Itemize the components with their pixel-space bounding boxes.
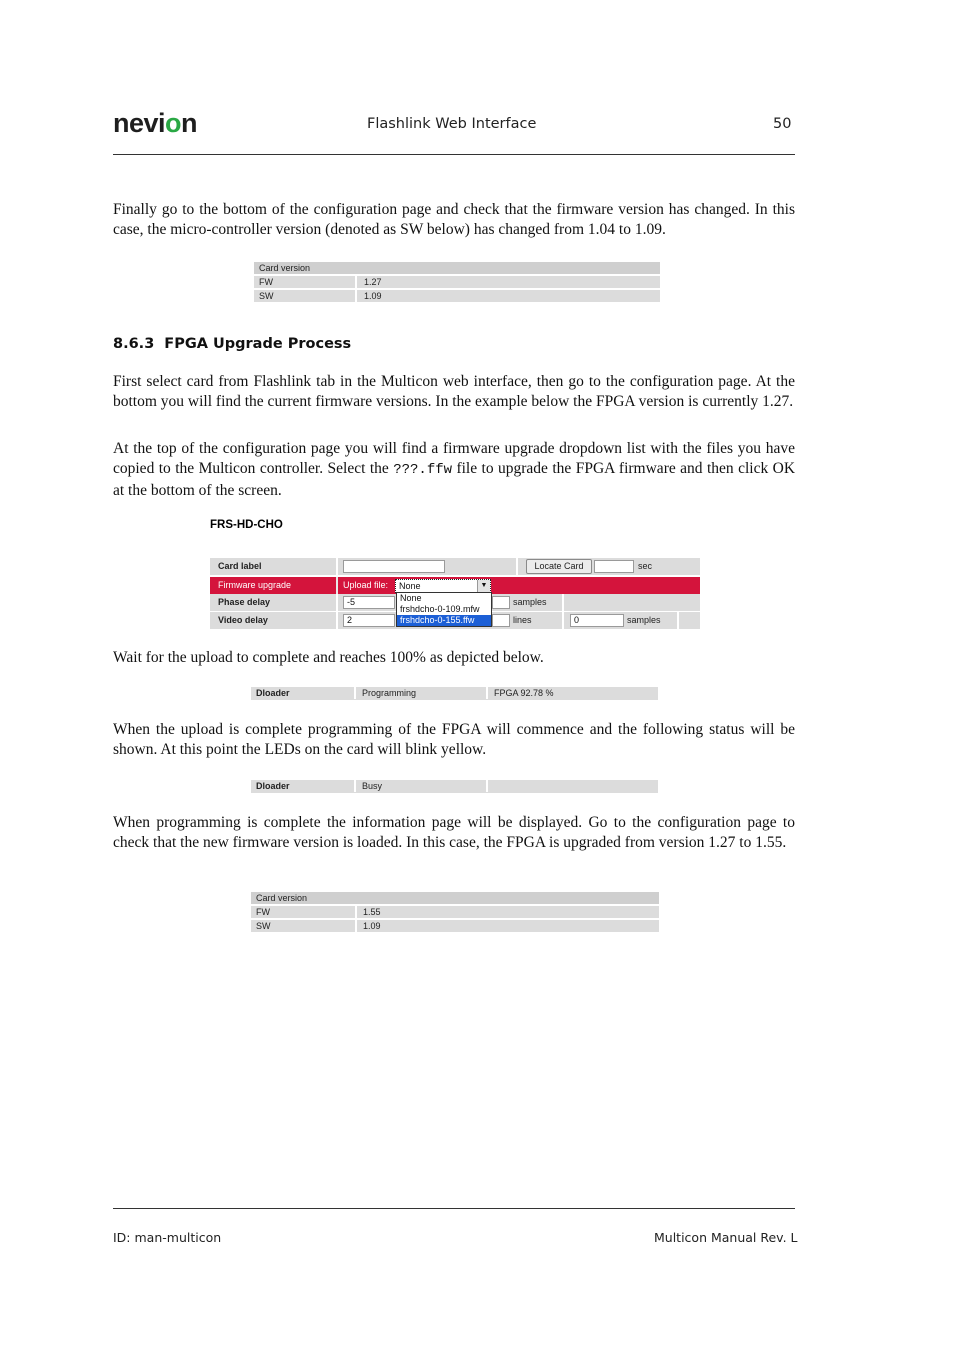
table-header-row — [251, 892, 659, 904]
firmware-upgrade-label: Firmware upgrade — [218, 580, 292, 590]
phase-delay-unit: samples — [513, 597, 547, 607]
phase-delay-input-tail[interactable] — [492, 596, 510, 609]
status-col-progress — [489, 780, 494, 792]
table-row — [254, 276, 660, 288]
dropdown-option-ffw[interactable]: frshdcho-0-155.ffw — [397, 615, 491, 626]
paragraph-programming-commence: When the upload is complete programming of the FPGA will commence and the following status will be shown. At this point the LEDs on the card will blink yellow. — [113, 721, 795, 759]
chevron-down-icon[interactable]: ▼ — [477, 580, 490, 592]
nevion-logo: nevion — [113, 108, 198, 138]
card-title: FRS-HD-CHO — [210, 519, 283, 531]
document-revision: Multicon Manual Rev. L — [654, 1230, 798, 1245]
locate-seconds-input[interactable] — [594, 560, 634, 573]
row-value: 1.09 — [363, 921, 381, 931]
table-header: Card version — [256, 893, 308, 903]
upload-file-dropdown-list — [396, 592, 492, 627]
status-row — [251, 687, 658, 700]
status-col-state: Busy — [362, 781, 383, 791]
row-label: FW — [256, 907, 270, 917]
footer-rule — [113, 1208, 795, 1209]
card-label-row — [210, 558, 700, 575]
row-value: 1.09 — [364, 291, 382, 301]
table-row — [251, 920, 659, 932]
row-value: 1.55 — [363, 907, 381, 917]
running-header-title: Flashlink Web Interface — [367, 116, 537, 132]
header-rule — [113, 154, 795, 155]
paragraph-upgrade-dropdown: At the top of the configuration page you will find a firmware upgrade dropdown list with the files you have copied to the Multicon controller. Select the ???.ffw file to upgrade the FPGA firmware and then click OK at the bottom of the screen. — [113, 440, 796, 499]
video-samples-unit: samples — [627, 615, 661, 625]
row-value: 1.27 — [364, 277, 382, 287]
table-header: Card version — [259, 263, 311, 273]
seconds-unit: sec — [638, 561, 653, 571]
paragraph-wait-upload: Wait for the upload to complete and reaches 100% as depicted below. — [113, 649, 544, 666]
video-delay-samples-input[interactable]: 0 — [570, 614, 624, 627]
table-header-row — [254, 262, 660, 274]
table-row — [251, 906, 659, 918]
paragraph-programming-complete: When programming is complete the information page will be displayed. Go to the configuration page to check that the new firmware version is loaded. In this case, the FPGA is upgraded from version 1.27 to 1.55. — [113, 814, 795, 852]
status-row — [251, 780, 658, 793]
card-label-label: Card label — [218, 561, 262, 571]
status-col-name: Dloader — [256, 688, 290, 698]
row-label: FW — [259, 277, 273, 287]
status-col-progress: FPGA 92.78 % — [494, 688, 554, 698]
upload-file-label: Upload file: — [343, 580, 389, 590]
document-id: ID: man-multicon — [113, 1230, 222, 1245]
status-col-state: Programming — [362, 688, 417, 698]
card-label-input[interactable] — [343, 560, 445, 573]
upload-file-select[interactable]: None ▼ — [395, 579, 491, 593]
phase-delay-label: Phase delay — [218, 597, 271, 607]
phase-delay-input[interactable]: -5 — [343, 596, 395, 609]
section-heading: 8.6.3 FPGA Upgrade Process — [113, 336, 352, 352]
table-row — [254, 290, 660, 302]
page-number: 50 — [773, 116, 792, 132]
card-version-table-before — [254, 262, 660, 302]
download-status-programming — [251, 687, 658, 700]
paragraph-firmware-check: Finally go to the bottom of the configuration page and check that the firmware version has changed. In this case, the micro-controller version (denoted as SW below) has changed from 1.04 to 1.09. — [113, 201, 795, 239]
locate-card-button[interactable]: Locate Card — [526, 559, 592, 574]
video-delay-lines-input-tail[interactable] — [492, 614, 510, 627]
row-label: SW — [259, 291, 274, 301]
card-config-form — [210, 558, 700, 630]
video-delay-lines-input[interactable]: 2 — [343, 614, 395, 627]
card-version-table-after — [251, 892, 659, 932]
video-lines-unit: lines — [513, 615, 532, 625]
status-col-name: Dloader — [256, 781, 290, 791]
download-status-busy — [251, 780, 658, 793]
dropdown-option-mfw[interactable]: frshdcho-0-109.mfw — [400, 604, 480, 614]
video-delay-label: Video delay — [218, 615, 268, 625]
paragraph-select-card: First select card from Flashlink tab in the Multicon web interface, then go to the configuration page. At the bottom you will find the current firmware versions. In the example below the FPGA version is currently 1.27. — [113, 373, 795, 411]
row-label: SW — [256, 921, 271, 931]
dropdown-option-none[interactable]: None — [400, 593, 422, 603]
